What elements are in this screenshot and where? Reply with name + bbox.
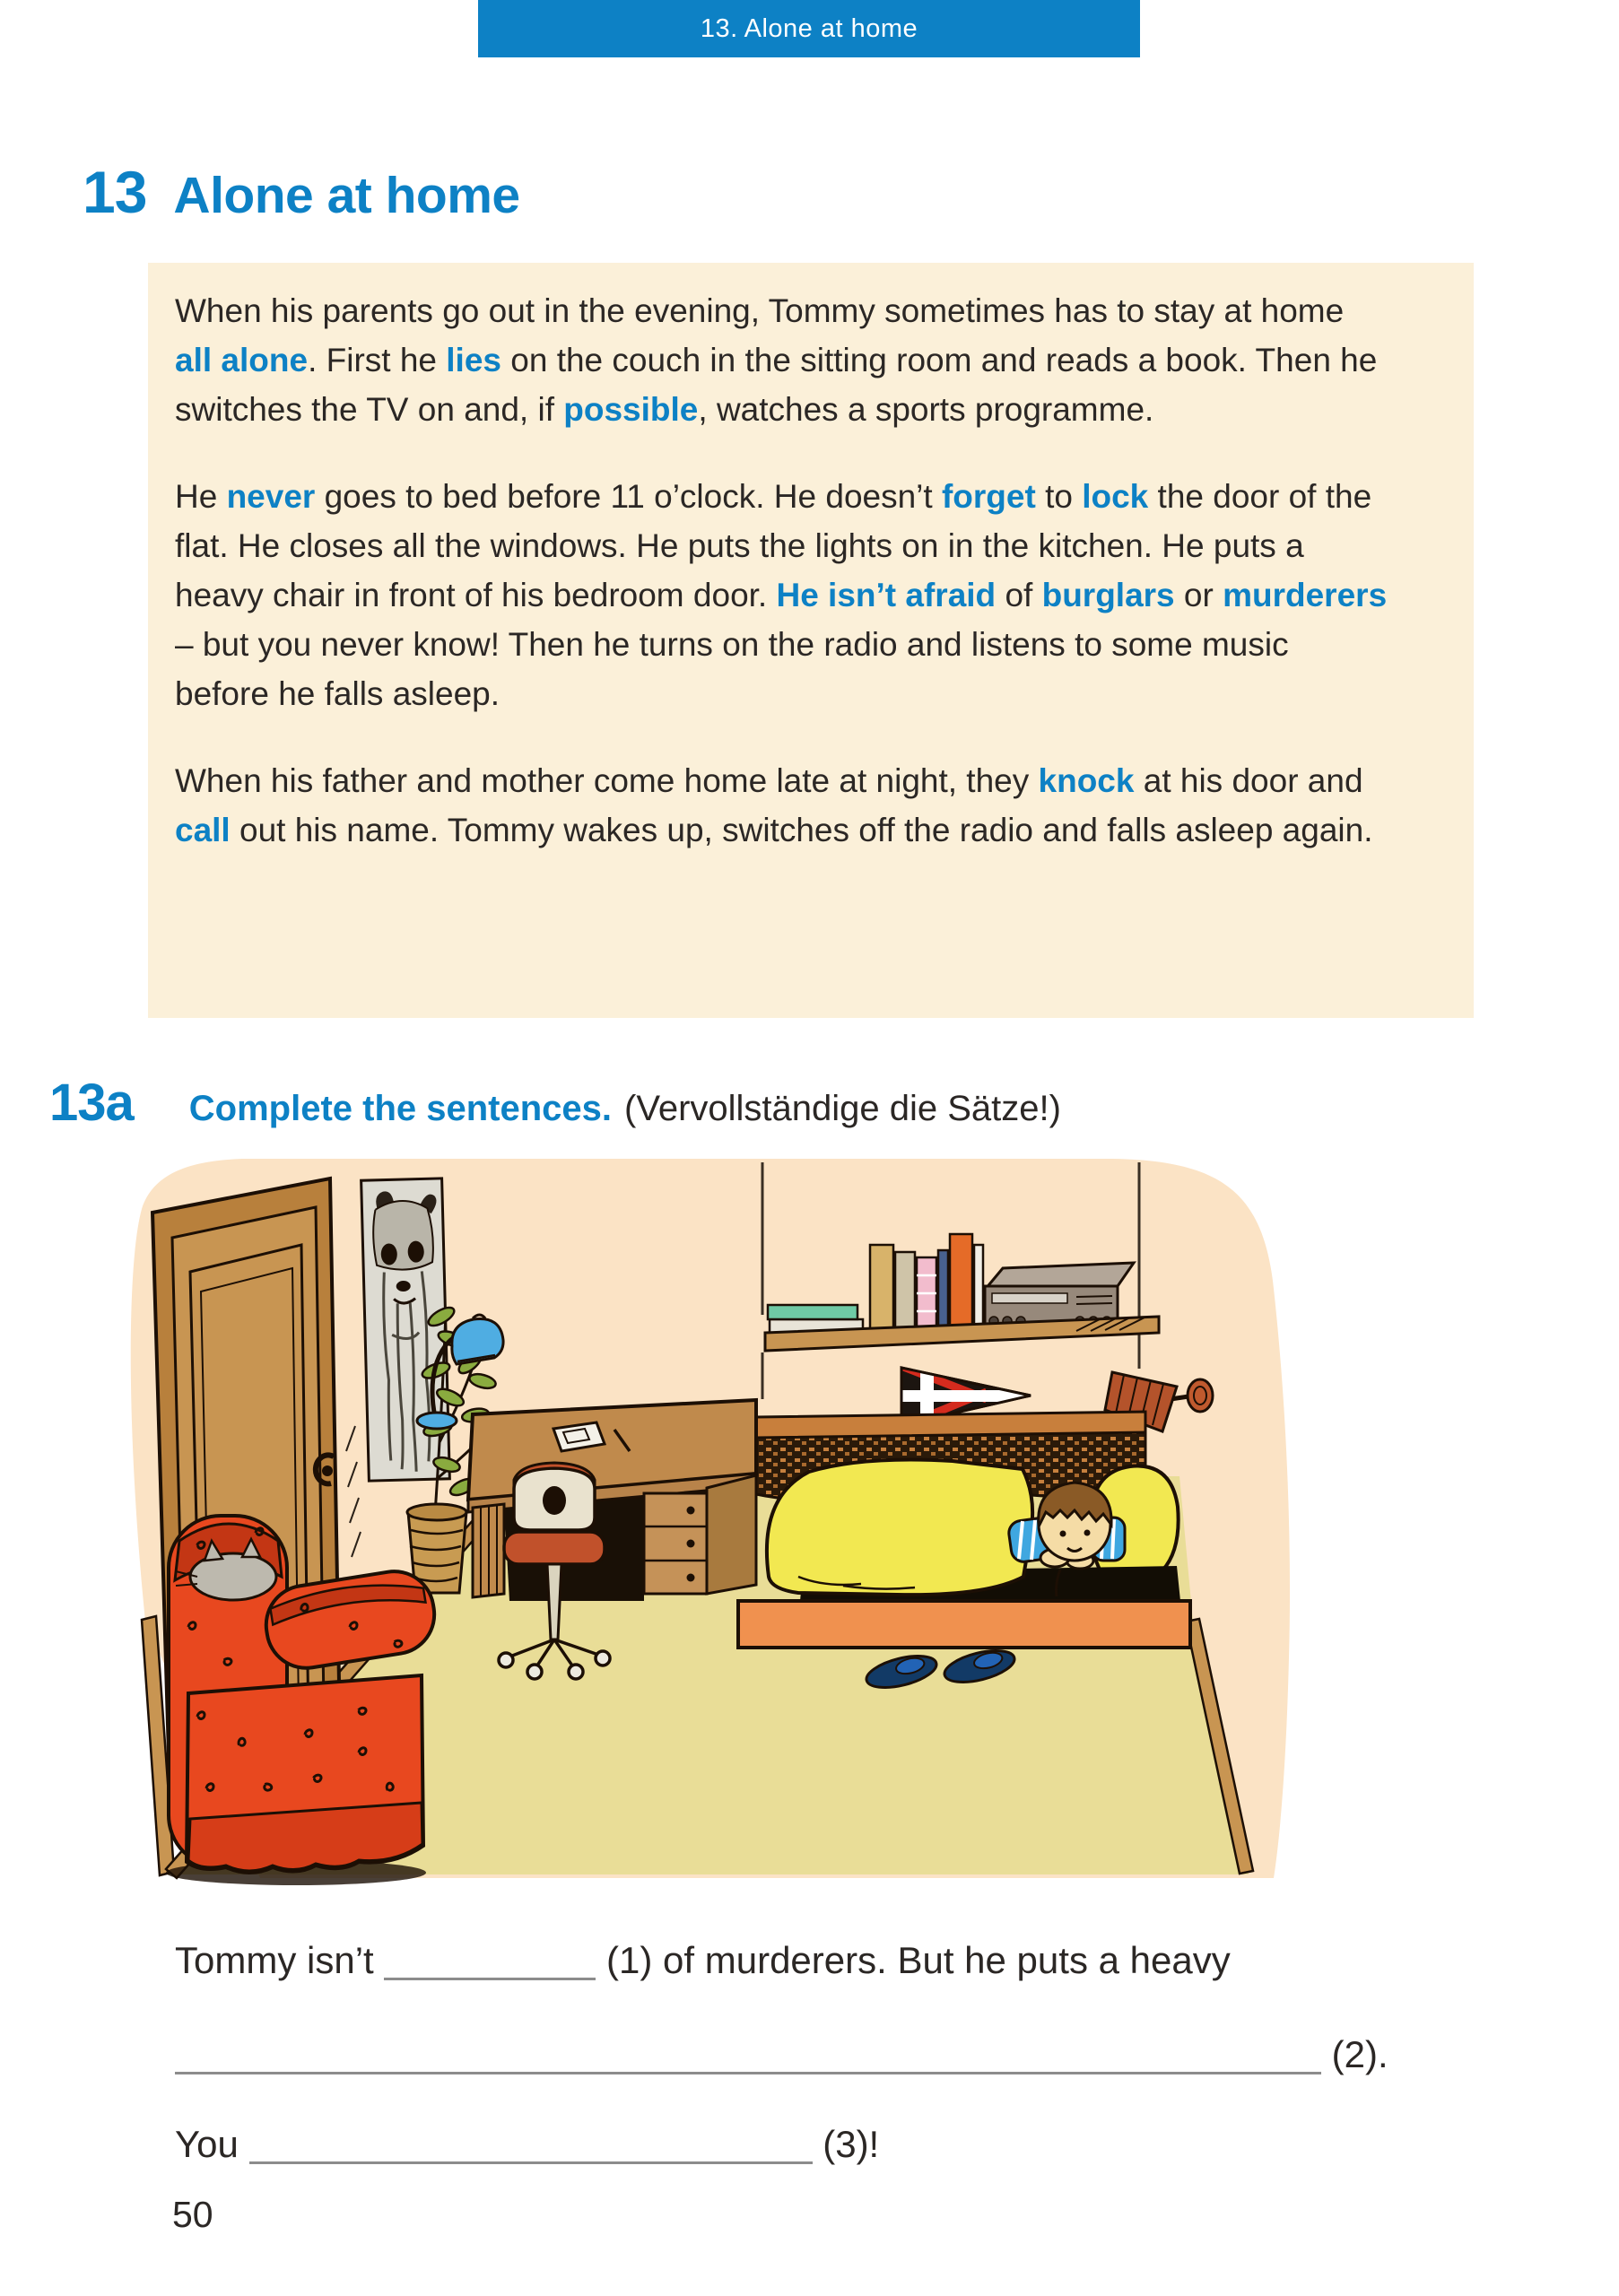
- reading-paragraph: He never goes to bed before 11 o’clock. He doesn’t forget to lock the door of the flat. He closes all the windows. He puts the lights on in the kitchen. He puts a heavy chair in front of his bedroom door. He isn’t afraid of burglars or murderers – but you never know! Then he turns on the radio and listens to some music before he falls asleep.: [175, 478, 1388, 712]
- chapter-header-label: 13. Alone at home: [700, 13, 918, 43]
- bedroom-illustration: [90, 1155, 1310, 1891]
- sentence-3: [175, 2123, 879, 2166]
- vocabulary-word: possible: [563, 391, 699, 428]
- sentence-2: [175, 2033, 1388, 2076]
- vocabulary-word: knock: [1038, 762, 1135, 799]
- vocabulary-word: lock: [1082, 478, 1149, 515]
- sentence-2-text-after: (2).: [1331, 2033, 1388, 2075]
- vocabulary-word: He isn’t afraid: [776, 577, 997, 613]
- chapter-number: 13: [83, 159, 147, 225]
- vocabulary-word: forget: [941, 478, 1036, 515]
- blank-2: [175, 2039, 1321, 2074]
- reading-paragraph: When his parents go out in the evening, Tommy sometimes has to stay at home all alone. First he lies on the couch in the sitting room and reads a book. Then he switches the TV on and, if possible, watches a sports programme.: [175, 292, 1378, 428]
- vocabulary-word: lies: [446, 342, 501, 378]
- exercise-instruction-german: (Vervollständige die Sätze!): [624, 1089, 1061, 1128]
- sentence-3-text-after: (3)!: [823, 2123, 880, 2165]
- blank-1: [384, 1945, 596, 1980]
- chapter-header-tab: [478, 0, 1140, 57]
- vocabulary-word: never: [226, 478, 316, 515]
- sentence-1-text-after: (1) of murderers. But he puts a heavy: [606, 1939, 1231, 1981]
- bed: [738, 1412, 1190, 1648]
- vocabulary-word: all alone: [175, 342, 309, 378]
- chapter-title: Alone at home: [173, 167, 520, 224]
- sentence-1: [175, 1939, 1231, 1982]
- page-number: 50: [172, 2194, 213, 2235]
- vocabulary-word: burglars: [1041, 577, 1175, 613]
- sentence-1-text-before: Tommy isn’t: [175, 1939, 374, 1981]
- desk-drawers: [644, 1493, 707, 1594]
- vocabulary-word: murderers: [1223, 577, 1388, 613]
- chapter-heading: [83, 158, 520, 226]
- reading-box: [148, 263, 1474, 1018]
- blanket: [767, 1460, 1032, 1596]
- vocabulary-word: call: [175, 812, 231, 848]
- blank-3: [249, 2129, 813, 2164]
- sentence-3-text-before: You: [175, 2123, 239, 2165]
- exercise-instruction-english: Complete the sentences.: [188, 1089, 613, 1128]
- bed-frame: [738, 1601, 1190, 1648]
- exercise-heading: [49, 1073, 1061, 1133]
- reading-paragraph: When his father and mother come home late at night, they knock at his door and call out his name. Tommy wakes up, switches off the radio and falls asleep again.: [175, 762, 1373, 848]
- exercise-number: 13a: [49, 1074, 134, 1132]
